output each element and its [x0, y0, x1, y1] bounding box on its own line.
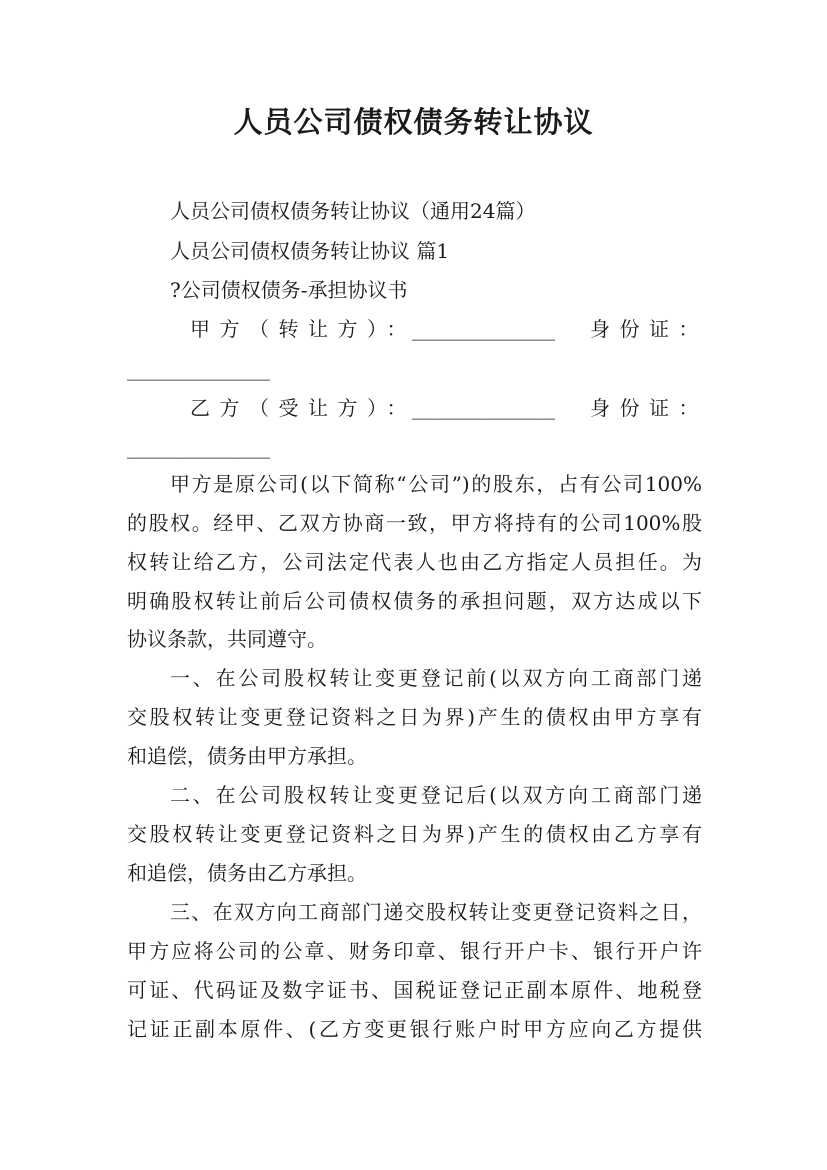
paragraph-4-line-4: 记证正副本原件、(乙方变更银行账户时甲方应向乙方提供 — [127, 1017, 702, 1041]
paragraph-4-line-1: 三、在双方向工商部门递交股权转让变更登记资料之日， — [170, 900, 702, 924]
paragraph-4-line-2: 甲方应将公司的公章、财务印章、银行开户卡、银行开户许 — [127, 939, 702, 963]
paragraph-1-line-1: 甲方是原公司(以下简称“公司”)的股东，占有公司100% — [170, 472, 702, 496]
paragraph-2-line-2: 交股权转让变更登记资料之日为界)产生的债权由甲方享有 — [127, 705, 702, 729]
party-b-id-blank: _______________ — [127, 435, 270, 459]
party-b-label: 乙方（受让方）： — [190, 396, 416, 420]
paragraph-3-line-3: 和追偿，债务由乙方承担。 — [127, 861, 367, 885]
paragraph-3-line-2: 交股权转让变更登记资料之日为界)产生的债权由乙方享有 — [127, 822, 702, 846]
party-a-blank: _______________ — [412, 317, 555, 341]
subtitle-line-2: 人员公司债权债务转让协议 篇1 — [170, 239, 450, 263]
paragraph-1-line-2: 的股权。经甲、乙双方协商一致，甲方将持有的公司100%股 — [127, 511, 702, 535]
party-b-id-label: 身份证： — [590, 396, 708, 420]
subtitle-line-1: 人员公司债权债务转让协议（通用24篇） — [170, 199, 536, 223]
paragraph-3-line-1: 二、在公司股权转让变更登记后(以双方向工商部门递 — [170, 783, 702, 807]
paragraph-1-line-5: 协议条款，共同遵守。 — [127, 627, 327, 651]
party-a-id-label: 身份证： — [590, 317, 708, 341]
document-title: 人员公司债权债务转让协议 — [233, 105, 594, 139]
paragraph-1-line-4: 明确股权转让前后公司债权债务的承担问题，双方达成以下 — [127, 589, 702, 613]
paragraph-1-line-3: 权转让给乙方，公司法定代表人也由乙方指定人员担任。为 — [127, 550, 702, 574]
party-b-blank: _______________ — [412, 396, 555, 420]
party-a-id-blank: _______________ — [127, 357, 270, 381]
paragraph-2-line-1: 一、在公司股权转让变更登记前(以双方向工商部门递 — [170, 666, 702, 690]
party-a-label: 甲方（转让方）： — [190, 317, 416, 341]
paragraph-2-line-3: 和追偿，债务由甲方承担。 — [127, 744, 367, 768]
subtitle-line-3: ?公司债权债务-承担协议书 — [170, 278, 408, 302]
paragraph-4-line-3: 可证、代码证及数字证书、国税证登记正副本原件、地税登 — [127, 978, 702, 1002]
